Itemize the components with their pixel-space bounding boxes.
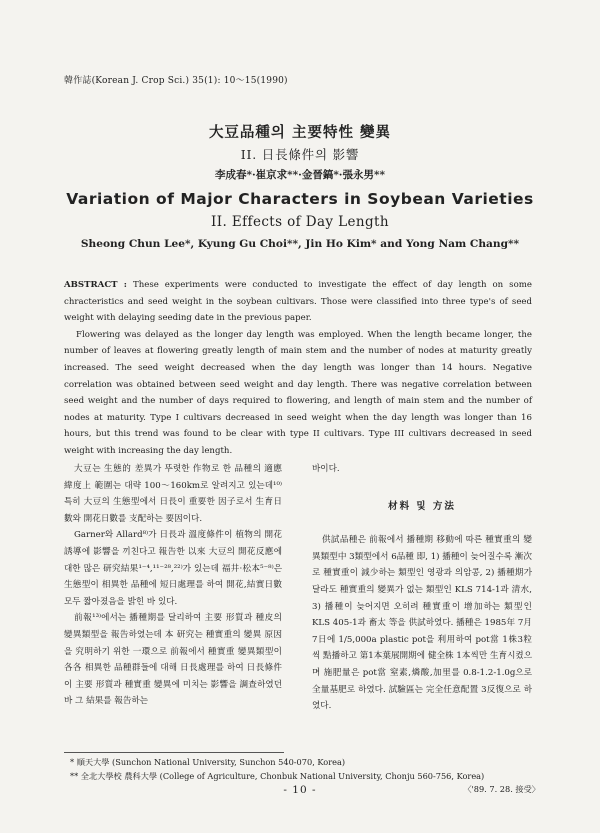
page-number: - 10 -	[283, 784, 317, 796]
methods-paragraph: 供試品種은 前報에서 播種期 移動에 따른 種實重의 變異類型中 3類型에서 6品種 即, 1) 播種이 늦어질수록 漸次로 種實重이 減少하는 類型인 영광과 의암콩, 2) 播種期가 달라도 種實重의 變異가 없는 類型인 KLS 714-1과 淸水, 3) 播種이 늦어지면 오히려 種實重이 增加하는 類型인 KLS 405-1과 畜太 等을 供試하였다. 播種은 1985年 7月 7日에 1/5,000a plastic pot을 利用하여 pot當 1株3粒씩 點播하고 第1本葉展開期에 健全株 1本씩만 生育시켰으며 施肥量은 pot當 窒素,燐酸,加里를 0.8-1.2-1.0g으로 全量基肥로 하였다. 試驗區는 完全任意配置 3反復으로 하였다.	[312, 535, 532, 712]
abstract-label: ABSTRACT :	[64, 280, 127, 290]
authors-korean: 李成春*·崔京求**·金晉鎬*·張永男**	[215, 169, 385, 181]
authors-english: Sheong Chun Lee*, Kyung Gu Choi**, Jin Ho Kim* and Yong Nam Chang**	[80, 238, 520, 250]
subtitle-english: II. Effects of Day Length	[211, 214, 389, 230]
footnote-affiliation-1: * 順天大學 (Sunchon National University, Sunchon 540-070, Korea)	[70, 757, 346, 767]
received-date: 〈'89. 7. 28. 接受〉	[463, 784, 540, 794]
footnote-divider	[64, 752, 284, 753]
abstract-text-1: These experiments were conducted to investigate the effect of day length on some chracteristics and seed weight in the soybean cultivars. Those were classified into three type's of seed weight with delaying seeding date in the previous paper.	[64, 280, 532, 324]
title-korean: 大豆品種의 主要特性 變異	[208, 124, 392, 141]
footnote-affiliation-2: ** 全北大學校 農科大學 (College of Agriculture, Chonbuk National University, Chonju 560-756, Korea)	[70, 770, 485, 781]
section-heading-methods: 材料 및 方法	[388, 500, 456, 512]
intro-paragraph-1: 大豆는 生態的 差異가 뚜렷한 作物로 한 品種의 適應 緯度上 範圍는 대략 100～160km로 알려지고 있는데¹⁰⁾ 특히 大豆의 生態型에서 日長이 重要한 因子로서 生育日數와 開花日數를 支配하는 要因이다.	[64, 464, 282, 524]
intro-paragraph-2: Garner와 Allard⁸⁾가 日長과 溫度條件이 植物의 開花誘導에 影響을 끼친다고 報告한 以來 大豆의 開花反應에 대한 많은 研究結果¹⁻⁴,¹¹⁻²⁸,²²⁾가 있는데 福井·松本⁵⁻⁸⁾은 生態型이 相異한 品種에 短日處理를 하여 開花,結實日數 모두 짧아졌음을 밝힌 바 있다.	[64, 530, 282, 607]
abstract-paragraph-2: Flowering was delayed as the longer day length was employed. When the length became longer, the number of leaves at flowering greatly length of main stem and the number of nodes at maturity greatly increased. The seed weight decreased when the day length was longer than 14 hours. Negative correlation was obtained between seed weight and day length. There was negative correlation between seed weight and the number of days required to flowering, and length of main stem and the number of nodes at maturity. Type I cultivars decreased in seed weight when the day length was longer than 16 hours, but this trend was found to be clear with type II cultivars. Type III cultivars decreased in seed weight with increasing the day length.	[64, 329, 532, 456]
abstract-paragraph-1	[64, 277, 532, 327]
right-column	[312, 461, 532, 715]
left-column	[64, 461, 282, 710]
title-english: Variation of Major Characters in Soybean Varieties	[66, 190, 534, 208]
abstract	[64, 277, 532, 460]
intro-continuation: 바이다.	[312, 464, 340, 474]
subtitle-korean: II. 日長條件의 影響	[240, 147, 360, 162]
intro-paragraph-3: 前報¹³⁾에서는 播種期를 달리하여 主要 形質과 種皮의 變異類型을 報告하였는데 本 研究는 種實重의 變異 原因을 究明하기 위한 一環으로 前報에서 種實重 變異類型이 各各 相異한 品種群들에 대해 日長處理를 하여 日長條件이 主要 形質과 種實重 變異에 미치는 影響을 調查하였던 바 그 結果를 報告하는	[64, 613, 282, 707]
journal-reference: 韓作誌(Korean J. Crop Sci.) 35(1): 10～15(1990)	[64, 76, 288, 86]
